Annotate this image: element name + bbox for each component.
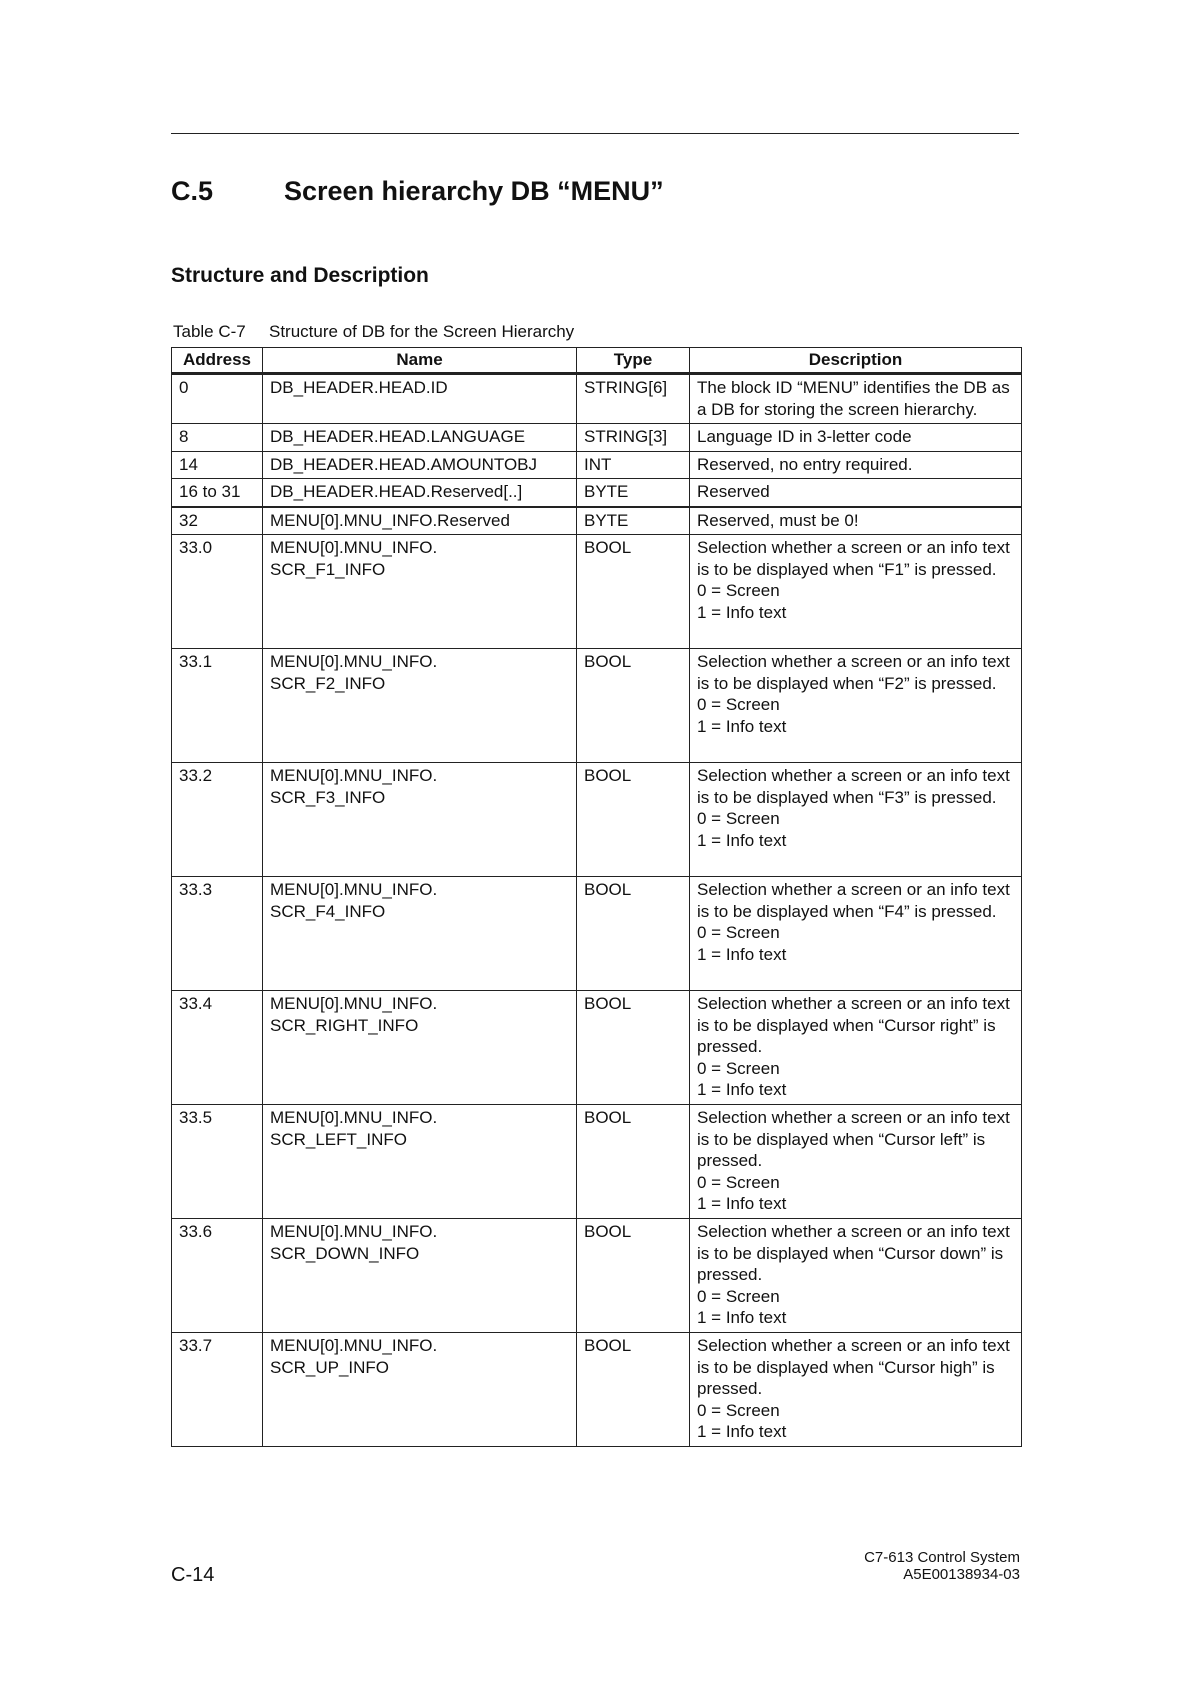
- cell-type: BOOL: [577, 991, 690, 1105]
- cell-description: Selection whether a screen or an info text is to be displayed when “F4” is pressed. 0 = Screen 1 = Info text: [690, 877, 1022, 991]
- page-number: C-14: [171, 1564, 215, 1586]
- cell-address: 33.0: [172, 535, 263, 649]
- cell-name: DB_HEADER.HEAD.Reserved[..]: [263, 479, 577, 507]
- cell-address: 33.4: [172, 991, 263, 1105]
- table-row: [172, 763, 1022, 877]
- cell-name: MENU[0].MNU_INFO. SCR_F1_INFO: [263, 535, 577, 649]
- table-row: [172, 374, 1022, 424]
- table-caption: [173, 322, 574, 342]
- cell-type: BOOL: [577, 1105, 690, 1219]
- cell-description: Reserved, no entry required.: [690, 451, 1022, 479]
- cell-type: BOOL: [577, 763, 690, 877]
- cell-name: MENU[0].MNU_INFO. SCR_F2_INFO: [263, 649, 577, 763]
- cell-address: 33.7: [172, 1333, 263, 1447]
- cell-description: Reserved: [690, 479, 1022, 507]
- cell-type: BOOL: [577, 877, 690, 991]
- cell-address: 14: [172, 451, 263, 479]
- header-rule: [171, 133, 1019, 134]
- table-row: [172, 1219, 1022, 1333]
- table-row: [172, 877, 1022, 991]
- table-row: [172, 535, 1022, 649]
- subheading: Structure and Description: [171, 264, 429, 287]
- table-caption-label: Table C-7: [173, 322, 246, 341]
- table-row: [172, 479, 1022, 507]
- db-structure-table: [171, 347, 1022, 1447]
- cell-address: 33.6: [172, 1219, 263, 1333]
- cell-address: 8: [172, 424, 263, 452]
- table-row: [172, 1105, 1022, 1219]
- footer-doc-id: A5E00138934-03: [903, 1566, 1020, 1583]
- cell-address: 0: [172, 374, 263, 424]
- cell-address: 32: [172, 507, 263, 535]
- table-row: [172, 507, 1022, 535]
- table-row: [172, 424, 1022, 452]
- table-row: [172, 649, 1022, 763]
- cell-type: BOOL: [577, 1219, 690, 1333]
- footer-product: C7-613 Control System: [864, 1549, 1020, 1566]
- header-type: Type: [577, 348, 690, 374]
- table-row: [172, 451, 1022, 479]
- cell-description: Selection whether a screen or an info text is to be displayed when “Cursor left” is pressed. 0 = Screen 1 = Info text: [690, 1105, 1022, 1219]
- cell-name: MENU[0].MNU_INFO. SCR_UP_INFO: [263, 1333, 577, 1447]
- cell-name: MENU[0].MNU_INFO. SCR_F4_INFO: [263, 877, 577, 991]
- cell-address: 33.3: [172, 877, 263, 991]
- cell-type: BYTE: [577, 479, 690, 507]
- cell-type: STRING[3]: [577, 424, 690, 452]
- cell-name: MENU[0].MNU_INFO. SCR_F3_INFO: [263, 763, 577, 877]
- table-row: [172, 1333, 1022, 1447]
- header-description: Description: [690, 348, 1022, 374]
- cell-description: Selection whether a screen or an info text is to be displayed when “F2” is pressed. 0 = Screen 1 = Info text: [690, 649, 1022, 763]
- cell-address: 33.2: [172, 763, 263, 877]
- cell-type: BOOL: [577, 649, 690, 763]
- cell-type: BYTE: [577, 507, 690, 535]
- cell-name: DB_HEADER.HEAD.LANGUAGE: [263, 424, 577, 452]
- cell-name: MENU[0].MNU_INFO. SCR_RIGHT_INFO: [263, 991, 577, 1105]
- table-caption-text: Structure of DB for the Screen Hierarchy: [269, 322, 575, 341]
- cell-description: Selection whether a screen or an info text is to be displayed when “Cursor high” is pressed. 0 = Screen 1 = Info text: [690, 1333, 1022, 1447]
- document-footer: [864, 1549, 1020, 1583]
- cell-description: Selection whether a screen or an info text is to be displayed when “F1” is pressed. 0 = Screen 1 = Info text: [690, 535, 1022, 649]
- cell-type: STRING[6]: [577, 374, 690, 424]
- cell-type: INT: [577, 451, 690, 479]
- table-row: [172, 991, 1022, 1105]
- section-number: C.5: [171, 176, 214, 206]
- cell-description: Language ID in 3-letter code: [690, 424, 1022, 452]
- cell-name: DB_HEADER.HEAD.ID: [263, 374, 577, 424]
- cell-name: MENU[0].MNU_INFO.Reserved: [263, 507, 577, 535]
- cell-description: The block ID “MENU” identifies the DB as a DB for storing the screen hierarchy.: [690, 374, 1022, 424]
- cell-type: BOOL: [577, 1333, 690, 1447]
- cell-type: BOOL: [577, 535, 690, 649]
- section-heading: [171, 176, 664, 207]
- header-address: Address: [172, 348, 263, 374]
- cell-description: Selection whether a screen or an info text is to be displayed when “F3” is pressed. 0 = Screen 1 = Info text: [690, 763, 1022, 877]
- cell-name: DB_HEADER.HEAD.AMOUNTOBJ: [263, 451, 577, 479]
- cell-description: Reserved, must be 0!: [690, 507, 1022, 535]
- cell-name: MENU[0].MNU_INFO. SCR_DOWN_INFO: [263, 1219, 577, 1333]
- cell-description: Selection whether a screen or an info text is to be displayed when “Cursor right” is pressed. 0 = Screen 1 = Info text: [690, 991, 1022, 1105]
- cell-address: 33.5: [172, 1105, 263, 1219]
- cell-address: 16 to 31: [172, 479, 263, 507]
- cell-name: MENU[0].MNU_INFO. SCR_LEFT_INFO: [263, 1105, 577, 1219]
- section-title: Screen hierarchy DB “MENU”: [284, 176, 664, 206]
- header-name: Name: [263, 348, 577, 374]
- cell-description: Selection whether a screen or an info text is to be displayed when “Cursor down” is pressed. 0 = Screen 1 = Info text: [690, 1219, 1022, 1333]
- table-header-row: [172, 348, 1022, 374]
- cell-address: 33.1: [172, 649, 263, 763]
